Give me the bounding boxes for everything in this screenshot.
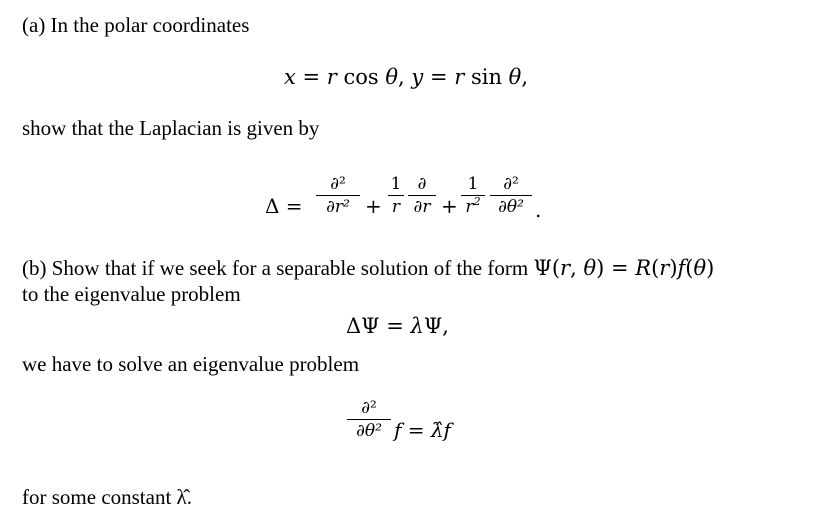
- plus-sign: +: [441, 194, 458, 218]
- period: .: [535, 198, 542, 222]
- eigen-formula: ΔΨ = λΨ,: [346, 314, 449, 338]
- part-b-line-2: to the eigenvalue problem: [22, 282, 241, 306]
- fraction-d2-dtheta2: ∂² ∂θ²: [490, 174, 532, 217]
- fraction-1-over-r: 1 r: [388, 174, 404, 217]
- laplacian-lhs: Δ =: [265, 194, 303, 218]
- plus-sign: +: [365, 194, 382, 218]
- part-a-intro: (a) In the polar coordinates: [22, 13, 250, 37]
- part-b-line-3: we have to solve an eigenvalue problem: [22, 352, 360, 376]
- part-a-statement: show that the Laplacian is given by: [22, 116, 320, 140]
- coordinates-formula: x = r cos θ, y = r sin θ,: [284, 65, 528, 89]
- part-b-line-1: (b) Show that if we seek for a separable solution of the form Ψ(r, θ) = R(r)f(θ): [22, 256, 715, 280]
- ode-rhs: f = λ̂f: [394, 418, 451, 442]
- part-b-line-4: for some constant λ̂.: [22, 485, 192, 509]
- fraction-1-over-r2: 1 $r^2$: [461, 174, 485, 217]
- fraction-d2-dr2: ∂² ∂r²: [316, 174, 360, 217]
- fraction-d-dr: ∂ ∂r: [408, 174, 436, 217]
- fraction-d2-dtheta2: ∂² ∂θ²: [347, 398, 391, 441]
